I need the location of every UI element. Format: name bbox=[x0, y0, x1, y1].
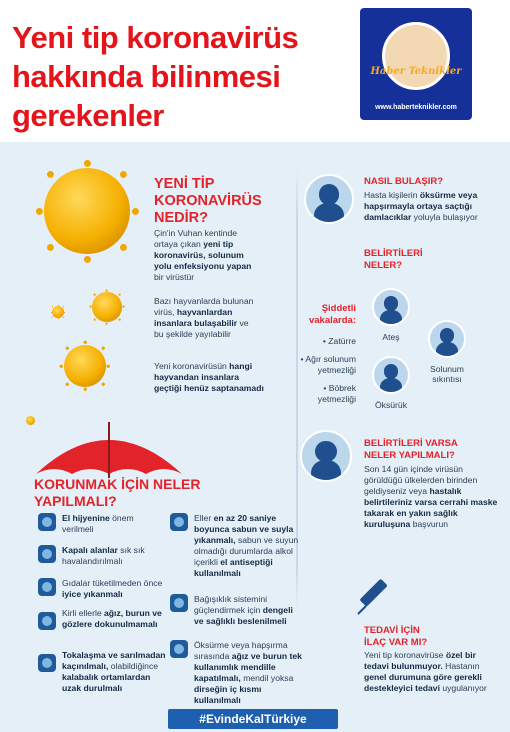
protection-heading-line-1: KORUNMAK İÇİN NELER bbox=[34, 476, 201, 492]
title-line-1: Yeni tip koronavirüs bbox=[12, 20, 299, 55]
tip-5-rest: olabildiğince bbox=[108, 661, 159, 671]
if-symptoms-heading bbox=[364, 438, 458, 462]
page-title bbox=[12, 18, 372, 135]
tip-4-pre: Kirli ellerle bbox=[62, 608, 105, 618]
protection-heading bbox=[34, 476, 200, 510]
what-is-heading-line-2: KORONAVİRÜS bbox=[154, 193, 262, 209]
medicine-text bbox=[364, 650, 500, 694]
symptom-cough-label: Öksürük bbox=[375, 400, 407, 410]
tip-nutrition bbox=[194, 594, 302, 627]
severe-item-1: • Zatürre bbox=[322, 336, 356, 346]
logo-url: www.haberteknikler.com bbox=[375, 104, 457, 111]
what-is-p1-b: yeni tip koronavirüs, solunum yolu enfeksiyonu yapan bbox=[154, 239, 252, 271]
hand-wash-icon bbox=[170, 513, 188, 531]
what-is-paragraph-3 bbox=[154, 361, 266, 394]
how-spread-text bbox=[364, 190, 500, 223]
handshake-icon bbox=[38, 654, 56, 672]
wash-food-icon bbox=[38, 578, 56, 596]
severe-label-line-2: vakalarda: bbox=[308, 315, 356, 326]
if-symptoms-heading-line-2: NELER YAPILMALI? bbox=[364, 450, 455, 461]
if-symptoms-heading-line-1: BELİRTİLERİ VARSA bbox=[364, 438, 458, 449]
masked-person-icon bbox=[300, 430, 352, 482]
tip-8-bold: ağız ve burun tek kullanımlık mendille kapatılmalı, bbox=[194, 651, 302, 683]
tip-3-pre: Gıdalar tüketilmeden önce bbox=[62, 578, 163, 588]
virus-medium-icon bbox=[92, 292, 122, 322]
what-is-heading-line-3: NEDİR? bbox=[154, 210, 208, 226]
protection-heading-line-2: YAPILMALI? bbox=[34, 493, 117, 509]
severe-label-line-1: Şiddetli bbox=[321, 303, 356, 314]
how-spread-b: öksürme veya hapşırmayla ortaya saçtığı damlacıklar bbox=[364, 190, 478, 222]
ventilation-icon bbox=[38, 545, 56, 563]
medicine-a: Yeni tip koronavirüse bbox=[364, 650, 446, 660]
symptoms-heading-line-2: NELER? bbox=[364, 260, 402, 271]
severe-item-3: • Böbrek yetmezliği bbox=[317, 383, 356, 404]
site-logo[interactable] bbox=[360, 8, 472, 120]
syringe-icon bbox=[352, 574, 398, 620]
medicine-heading-line-1: TEDAVİ İÇİN bbox=[364, 625, 420, 636]
tip-5-bold2: kalabalık ortamlardan uzak durulmalı bbox=[62, 672, 151, 693]
header bbox=[0, 0, 510, 142]
tip-2-bold: Kapalı alanlar bbox=[62, 545, 118, 555]
medicine-b: özel bir tedavi bulunmuyor. bbox=[364, 650, 476, 671]
tip-6-pre: Eller bbox=[194, 513, 214, 523]
if-symptoms-c: başvurun bbox=[410, 519, 449, 529]
what-is-p2-c: ve bu şekilde yayılabilir bbox=[154, 318, 249, 339]
tip-face-touch bbox=[62, 608, 166, 630]
medicine-e: uygulanıyor bbox=[439, 683, 487, 693]
title-line-2: hakkında bilinmesi bbox=[12, 59, 281, 94]
if-symptoms-b: hastalık belirtileriniz varsa cerrahi maske takarak en yakın sağlık kuruluşuna bbox=[364, 486, 498, 529]
logo-text: Haber Teknikler bbox=[370, 66, 462, 77]
what-is-p3-b: hangi hayvandan insanlara geçtiği henüz saptanamadı bbox=[154, 361, 264, 393]
tip-handshake bbox=[62, 650, 166, 694]
tip-7-bold: dengeli ve sağlıklı beslenilmeli bbox=[194, 605, 293, 626]
how-spread-heading: NASIL BULAŞIR? bbox=[364, 176, 443, 187]
nutrition-icon bbox=[170, 594, 188, 612]
virus-small-icon bbox=[52, 306, 64, 318]
how-spread-c: yoluyla bulaşıyor bbox=[411, 212, 478, 222]
what-is-heading-line-1: YENİ TİP bbox=[154, 176, 215, 192]
tip-hand-wash bbox=[194, 513, 302, 579]
if-symptoms-text bbox=[364, 464, 498, 530]
virus-large-icon bbox=[44, 168, 130, 254]
what-is-p2-b: hayvanlardan insanlara bulaşabilir bbox=[154, 307, 238, 328]
tip-8-pre: Öksürme veya hapşırma sırasında bbox=[194, 640, 288, 661]
tip-wash-food bbox=[62, 578, 166, 600]
fever-icon bbox=[372, 288, 410, 326]
breathing-difficulty-icon bbox=[428, 320, 466, 358]
what-is-heading bbox=[154, 176, 262, 227]
severe-item-2: • Ağır solunum yetmezliği bbox=[300, 354, 356, 375]
symptom-breathing-label: Solunum sıkıntısı bbox=[430, 364, 464, 384]
tip-7-pre: Bağışıklık sistemini güçlendirmek için bbox=[194, 594, 268, 615]
hand-hygiene-icon bbox=[38, 513, 56, 531]
tip-hand-hygiene bbox=[62, 513, 166, 535]
tip-2-rest: sık sık havalandırılmalı bbox=[62, 545, 145, 566]
tip-6-bold2: el antiseptiği kullanılmalı bbox=[194, 557, 273, 578]
title-line-3: gerekenler bbox=[12, 98, 164, 133]
symptom-fever-label: Ateş bbox=[382, 332, 400, 342]
how-spread-a: Hasta kişilerin bbox=[364, 190, 420, 200]
severe-cases-label bbox=[306, 303, 356, 327]
tip-1-bold: El hijyenine bbox=[62, 513, 110, 523]
symptoms-heading bbox=[364, 248, 423, 272]
medicine-d: genel durumuna göre gerekli destekleyici tedavi bbox=[364, 672, 482, 693]
if-symptoms-a: Son 14 gün içinde virüsün görüldüğü ülkelerden birinden geldiyseniz veya bbox=[364, 464, 478, 496]
tip-8-bold2: dirseğin iç kısmı kullanılmalı bbox=[194, 684, 262, 705]
tip-6-rest: sabun ve suyun olmadığı durumlarda alkol içerikli bbox=[194, 535, 299, 567]
tip-1-rest: önem verilmeli bbox=[62, 513, 134, 534]
cough-icon bbox=[372, 356, 410, 394]
medicine-heading bbox=[364, 625, 427, 649]
hashtag-banner[interactable]: #EvindeKalTürkiye bbox=[168, 709, 338, 729]
face-touch-icon bbox=[38, 612, 56, 630]
what-is-p1-a: Çin'in Vuhan kentinde ortaya çıkan bbox=[154, 228, 238, 249]
severe-cases-list bbox=[290, 336, 356, 412]
tip-8-rest: mendil yoksa bbox=[240, 673, 294, 683]
virus-medium2-icon bbox=[64, 345, 106, 387]
what-is-p1-c: bir virüstür bbox=[154, 272, 195, 282]
tip-5-bold: Tokalaşma ve sarılmadan kaçınılmalı, bbox=[62, 650, 166, 671]
tip-3-bold: iyice yıkanmalı bbox=[62, 589, 123, 599]
tip-cover-mouth bbox=[194, 640, 302, 706]
tip-6-bold: en az 20 saniye boyunca sabun ve suyla yıkanmalı, bbox=[194, 513, 294, 545]
what-is-p3-a: Yeni koronavirüsün bbox=[154, 361, 230, 371]
cover-mouth-icon bbox=[170, 640, 188, 658]
what-is-paragraph-1 bbox=[154, 228, 258, 283]
umbrella-icon bbox=[34, 418, 184, 478]
symptoms-heading-line-1: BELİRTİLERİ bbox=[364, 248, 423, 259]
tip-ventilation bbox=[62, 545, 166, 567]
tip-4-bold: ağız, burun ve gözlere dokunulmamalı bbox=[62, 608, 162, 629]
logo-mascot-icon bbox=[382, 22, 450, 90]
medicine-heading-line-2: İLAÇ VAR MI? bbox=[364, 637, 428, 648]
what-is-paragraph-2 bbox=[154, 296, 258, 340]
what-is-p2-a: Bazı hayvanlarda bulunan virüs, bbox=[154, 296, 254, 317]
sneezing-person-icon bbox=[304, 174, 354, 224]
medicine-c: Hastanın bbox=[442, 661, 480, 671]
